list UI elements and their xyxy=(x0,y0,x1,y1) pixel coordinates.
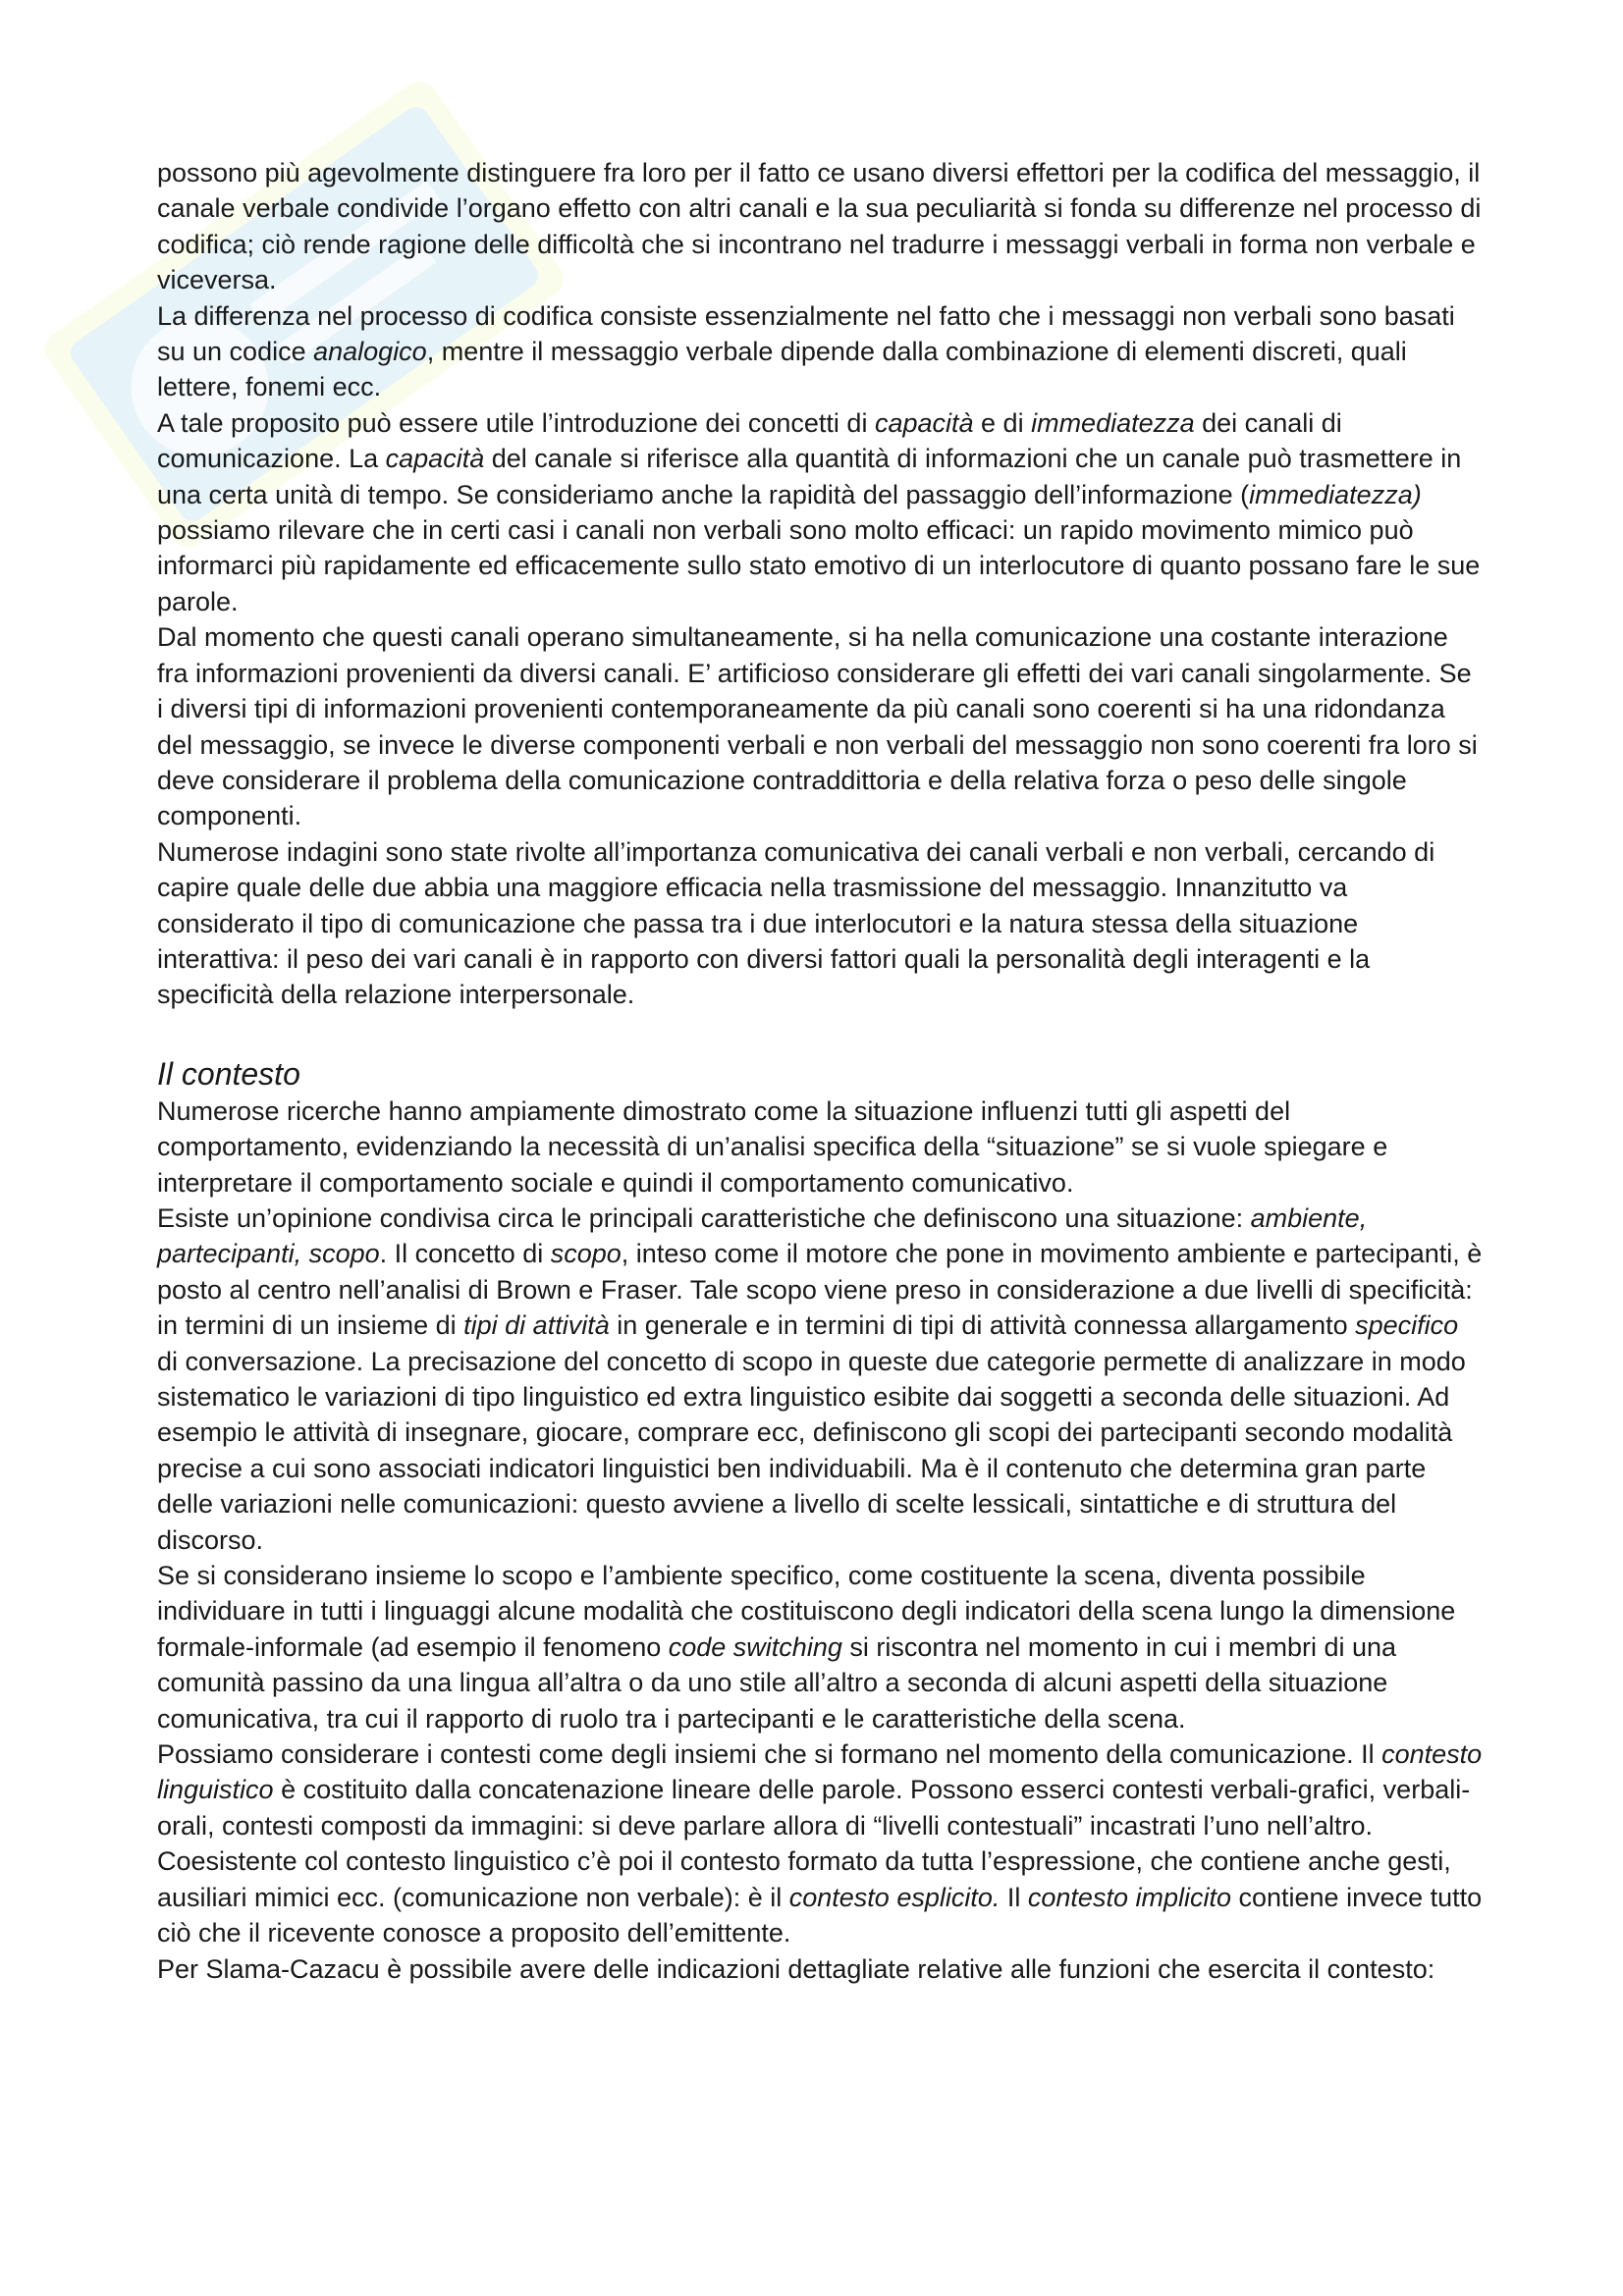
text-span: . Il concetto di xyxy=(379,1239,551,1269)
text-span: del canale si riferisce alla quantità di informazioni che un canale può trasmettere in una certa unità di tempo. Se consideriamo anche la rapidità del passaggio dell’informazione ( xyxy=(157,444,1462,509)
paragraph xyxy=(157,1736,1485,1950)
text-span: di conversazione. La precisazione del concetto di scopo in queste due categorie permette di analizzare in modo sistematico le variazioni di tipo linguistico ed extra linguistico esibite dai soggetti a seconda delle situazioni. Ad esempio le attività di insegnare, giocare, comprare ecc, definiscono gli scopi dei partecipanti secondo modalità precise a cui sono associati indicatori linguistici ben individuabili. Ma è il contenuto che determina gran parte delle variazioni nelle comunicazioni: questo avviene a livello di scelte lessicali, sintattiche e di struttura del discorso. xyxy=(157,1346,1466,1555)
italic-text: specifico xyxy=(1355,1310,1459,1341)
text-span: Possiamo considerare i contesti come degli insiemi che si formano nel momento della comunicazione. Il xyxy=(157,1739,1382,1770)
text-span: Numerose indagini sono state rivolte all’importanza comunicativa dei canali verbali e non verbali, cercando di capire quale delle due abbia una maggiore efficacia nella trasmissione del messaggio. Innanzitutto va considerato il tipo di comunicazione che passa tra i due interlocutori e la natura stessa della situazione interattiva: il peso dei vari canali è in rapporto con diversi fattori quali la personalità degli interagenti e la specificità della relazione interpersonale. xyxy=(157,836,1435,1010)
italic-text: analogico xyxy=(313,337,427,367)
paragraph xyxy=(157,155,1485,298)
italic-text: immediatezza xyxy=(1031,407,1195,438)
text-span: , inteso come il motore che pone in movimento ambiente e partecipanti, è posto al centro nell’analisi di Brown e Fraser. Tale scopo viene preso in considerazione a due livelli di specificità: in termini di un insieme di xyxy=(157,1239,1483,1341)
text-span: in generale e in termini di tipi di attività connessa allargamento xyxy=(609,1310,1356,1341)
section-heading: Il contesto xyxy=(157,1055,300,1092)
paragraph xyxy=(157,1558,1485,1736)
paragraph xyxy=(157,405,1485,619)
text-span: Numerose ricerche hanno ampiamente dimostrato come la situazione influenzi tutti gli aspetti del comportamento, evidenziando la necessità di un’analisi specifica della “situazione” se si vuole spiegare e interpretare il comportamento sociale e quindi il comportamento comunicativo. xyxy=(157,1095,1388,1198)
paragraph xyxy=(157,1201,1485,1558)
paragraph xyxy=(157,834,1485,1013)
italic-text: immediatezza) xyxy=(1249,479,1422,509)
text-span: Se si considerano insieme lo scopo e l’ambiente specifico, come costituente la scena, diventa possibile individuare in tutti i linguaggi alcune modalità che costituiscono degli indicatori della scena lungo la dimensione formale-informale (ad esempio il fenomeno xyxy=(157,1561,1456,1662)
text-span: Per Slama-Cazacu è possibile avere delle indicazioni dettagliate relative alle funzioni che esercita il contesto: xyxy=(157,1953,1435,1984)
text-span: dei canali di comunicazione. La xyxy=(157,407,1342,474)
text-span: contiene invece tutto ciò che il ricevente conosce a proposito dell’emittente. xyxy=(157,1882,1483,1949)
text-span: Esiste un’opinione condivisa circa le principali caratteristiche che definiscono una situazione: xyxy=(157,1202,1251,1233)
text-span: A tale proposito può essere utile l’introduzione dei concetti di xyxy=(157,407,875,438)
text-span: , mentre il messaggio verbale dipende dalla combinazione di elementi discreti, quali lettere, fonemi ecc. xyxy=(157,337,1407,402)
italic-text: capacità xyxy=(385,444,485,474)
text-span: e di xyxy=(973,407,1032,438)
paragraph xyxy=(157,1951,1485,1987)
paragraph-group-top xyxy=(157,155,1485,1013)
italic-text: contesto esplicito. xyxy=(788,1882,1001,1912)
italic-text: scopo xyxy=(550,1239,622,1269)
paragraph xyxy=(157,619,1485,833)
paragraph xyxy=(157,1094,1485,1201)
italic-text: code switching xyxy=(668,1631,842,1662)
text-span: possiamo rilevare che in certi casi i canali non verbali sono molto efficaci: un rapido movimento mimico può informarci più rapidamente ed efficacemente sullo stato emotivo di un interlocutore di quanto possano fare le sue parole. xyxy=(157,515,1481,616)
text-span: è costituito dalla concatenazione lineare delle parole. Possono esserci contesti verbali-grafici, verbali-orali, contesti composti da immagini: si deve parlare allora di “livelli contestuali” incastrati l’uno nell’altro. Coesistente col contesto linguistico c’è poi il contesto formato da tutta l’espressione, che contiene anche gesti, ausiliari mimici ecc. (comunicazione non verbale): è il xyxy=(157,1775,1471,1912)
document-body xyxy=(157,155,1485,1987)
text-span: possono più agevolmente distinguere fra loro per il fatto ce usano diversi effettori per la codifica del messaggio, il canale verbale condivide l’organo effetto con altri canali e la sua peculiarità si fonda su differenze nel processo di codifica; ciò rende ragione delle difficoltà che si incontrano nel tradurre i messaggi verbali in forma non verbale e viceversa. xyxy=(157,158,1482,295)
italic-text: tipi di attività xyxy=(463,1310,610,1341)
italic-text: capacità xyxy=(874,407,974,438)
paragraph-group-bottom xyxy=(157,1094,1485,1987)
paragraph xyxy=(157,298,1485,405)
text-span: Dal momento che questi canali operano simultaneamente, si ha nella comunicazione una costante interazione fra informazioni provenienti da diversi canali. E’ artificioso considerare gli effetti dei vari canali singolarmente. Se i diversi tipi di informazioni provenienti contemporaneamente da più canali sono coerenti si ha una ridondanza del messaggio, se invece le diverse componenti verbali e non verbali del messaggio non sono coerenti fra loro si deve considerare il problema della comunicazione contraddittoria e della relativa forza o peso delle singole componenti. xyxy=(157,622,1478,831)
italic-text: contesto linguistico xyxy=(157,1739,1483,1805)
text-span: si riscontra nel momento in cui i membri di una comunità passino da una lingua all’altra o da uno stile all’altro a seconda di alcuni aspetti della situazione comunicativa, tra cui il rapporto di ruolo tra i partecipanti e le caratteristiche della scena. xyxy=(157,1631,1397,1734)
text-span: Il xyxy=(1000,1882,1028,1912)
text-span: La differenza nel processo di codifica consiste essenzialmente nel fatto che i messaggi non verbali sono basati su un codice xyxy=(157,300,1455,367)
italic-text: ambiente, partecipanti, scopo xyxy=(157,1202,1368,1269)
italic-text: contesto implicito xyxy=(1027,1882,1231,1912)
